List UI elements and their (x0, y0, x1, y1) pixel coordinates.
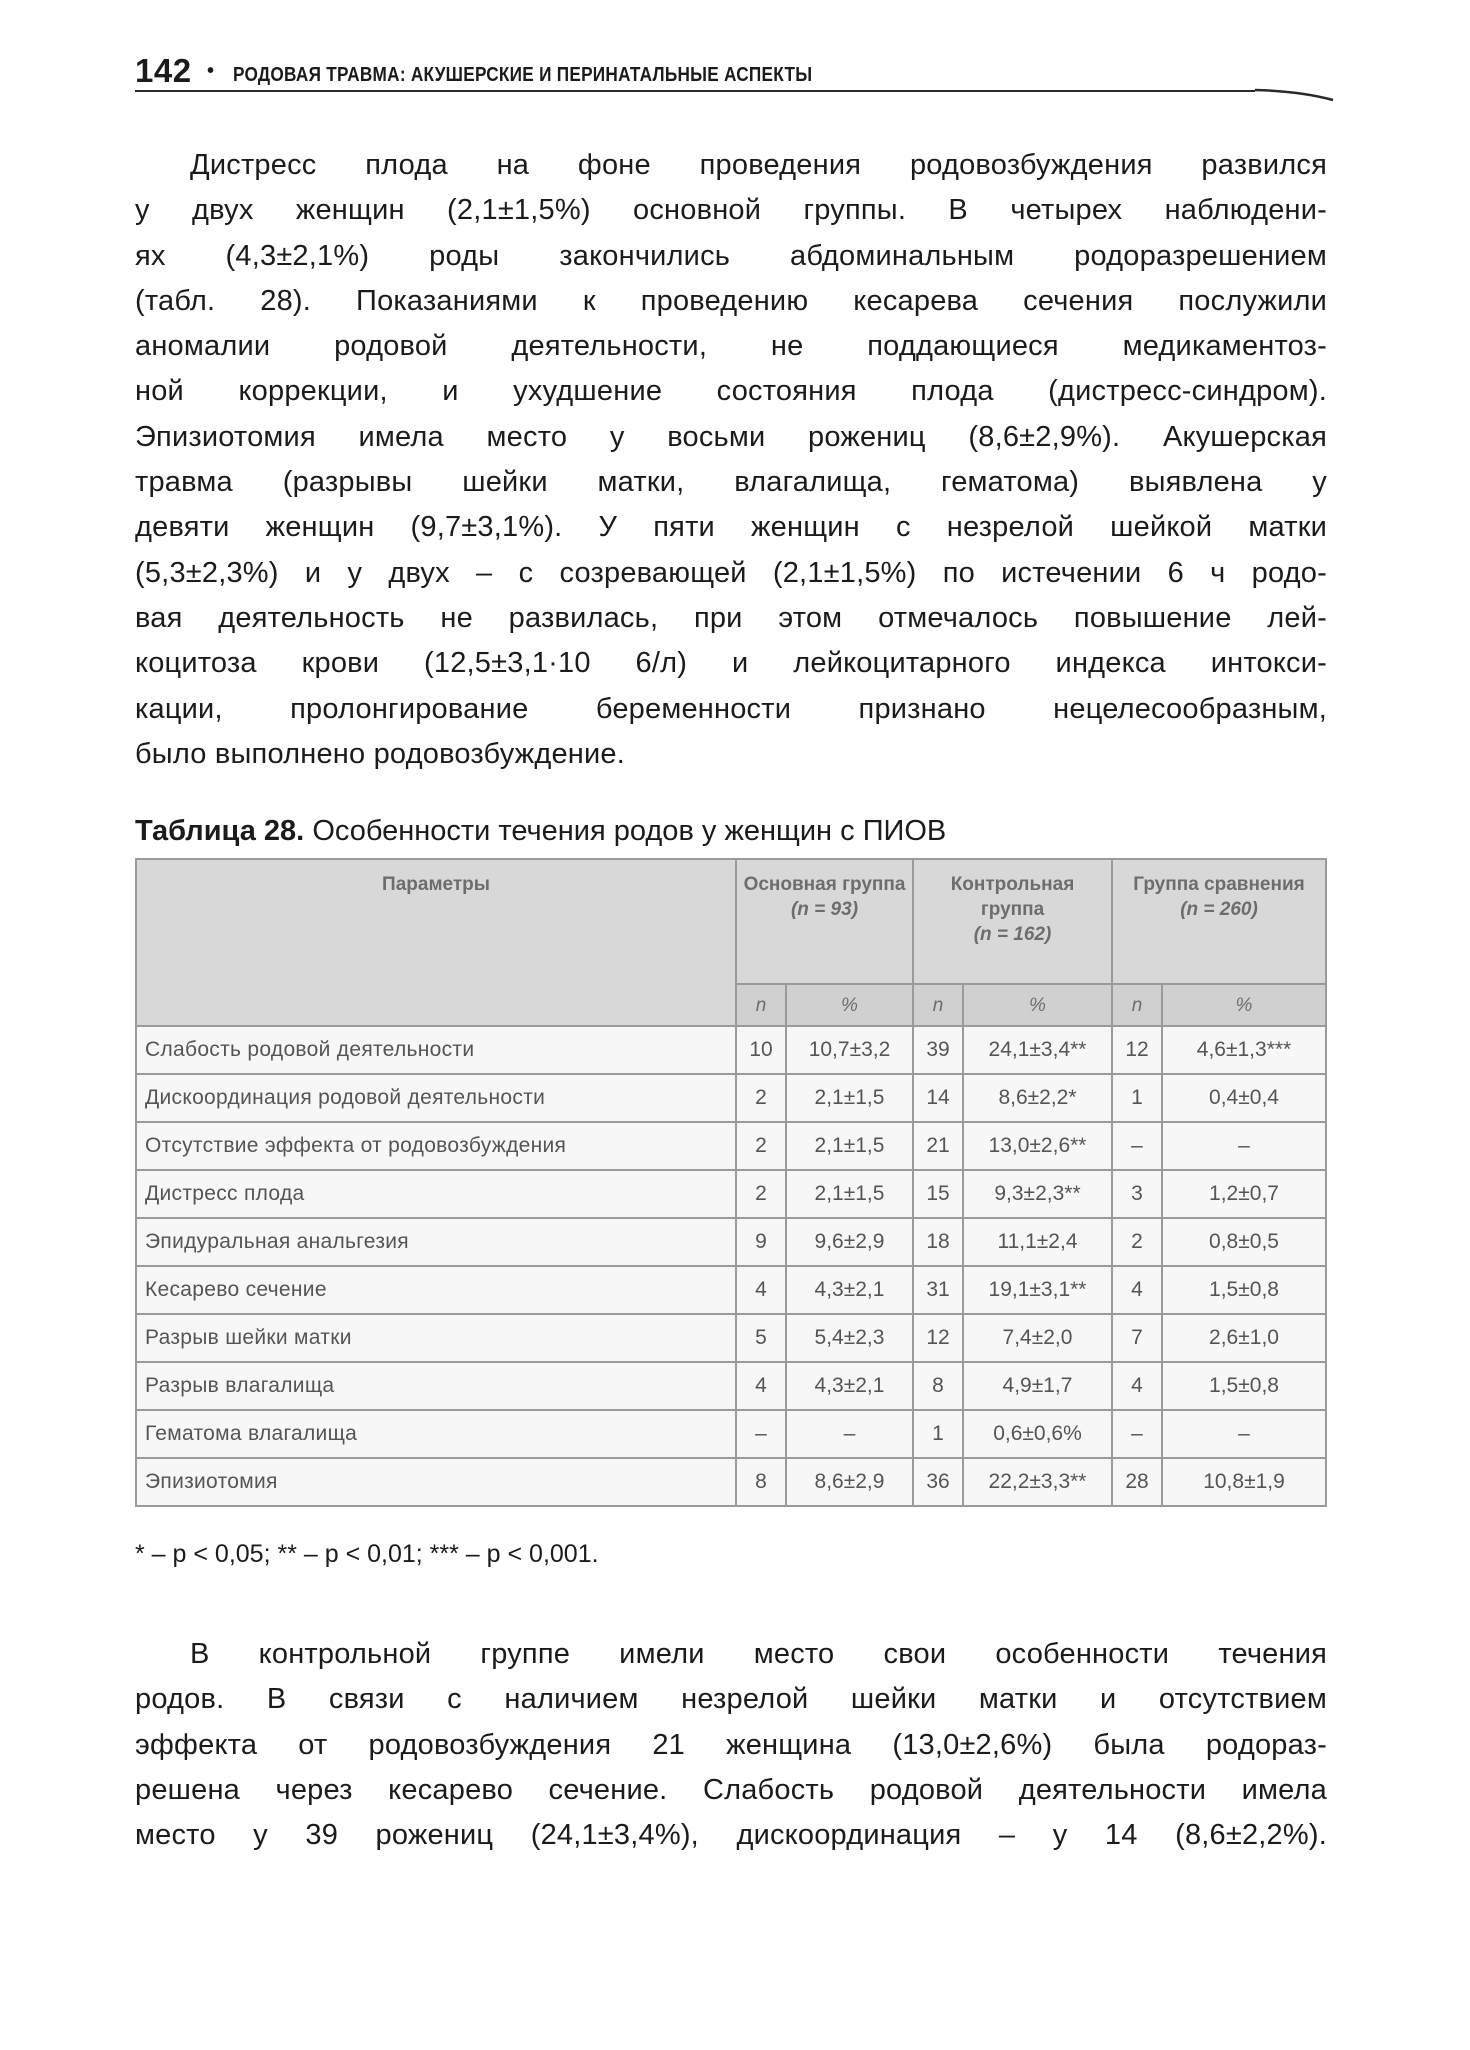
text-line: травма (разрывы шейки матки, влагалища, гематома) выявлена у (135, 466, 1327, 499)
row-parameter: Гематома влагалища (136, 1410, 736, 1458)
cell-percent: 5,4±2,3 (786, 1314, 913, 1362)
text-line: кации, пролонгирование беременности признано нецелесообразным, (135, 692, 1327, 725)
header-parameters: Параметры (136, 859, 736, 1026)
table-row (136, 1458, 1326, 1506)
table-footnote: * – p < 0,05; ** – p < 0,01; *** – p < 0,001. (135, 1540, 599, 1568)
cell-n: 2 (1112, 1218, 1162, 1266)
table-row (136, 1362, 1326, 1410)
subheader-percent: % (1162, 984, 1326, 1026)
cell-percent: 0,6±0,6% (963, 1410, 1112, 1458)
cell-percent: 2,1±1,5 (786, 1170, 913, 1218)
cell-percent: 10,7±3,2 (786, 1026, 913, 1074)
row-parameter: Дискоординация родовой деятельности (136, 1074, 736, 1122)
text-line: аномалии родовой деятельности, не поддающиеся медикаментоз- (135, 330, 1327, 363)
cell-n: 4 (1112, 1362, 1162, 1410)
cell-percent: 9,6±2,9 (786, 1218, 913, 1266)
cell-n: 7 (1112, 1314, 1162, 1362)
cell-n: 4 (736, 1362, 786, 1410)
cell-n: 2 (736, 1074, 786, 1122)
text-line: ной коррекции, и ухудшение состояния плода (дистресс-синдром). (135, 375, 1327, 408)
cell-n: 12 (913, 1314, 963, 1362)
cell-percent: 8,6±2,2* (963, 1074, 1112, 1122)
cell-percent: 0,4±0,4 (1162, 1074, 1326, 1122)
group-n: (n = 93) (790, 899, 859, 920)
table-row (136, 1218, 1326, 1266)
cell-n: 14 (913, 1074, 963, 1122)
cell-n: 2 (736, 1170, 786, 1218)
header-comparison-group (1112, 859, 1326, 984)
cell-percent: 4,3±2,1 (786, 1266, 913, 1314)
subheader-n: n (736, 984, 786, 1026)
table-row (136, 1026, 1326, 1074)
group-name: Контрольная группа (950, 874, 1075, 920)
text-line: вая деятельность не развилась, при этом отмечалось повышение лей- (135, 601, 1327, 634)
header-swoosh (1255, 84, 1335, 102)
cell-n: 9 (736, 1218, 786, 1266)
cell-percent: 8,6±2,9 (786, 1458, 913, 1506)
cell-percent: 24,1±3,4** (963, 1026, 1112, 1074)
cell-n: 10 (736, 1026, 786, 1074)
cell-n: – (1112, 1122, 1162, 1170)
table-row (136, 1266, 1326, 1314)
cell-percent: 7,4±2,0 (963, 1314, 1112, 1362)
text-line: Эпизиотомия имела место у восьми рожениц (8,6±2,9%). Акушерская (135, 420, 1327, 453)
cell-percent: 2,6±1,0 (1162, 1314, 1326, 1362)
running-title: РОДОВАЯ ТРАВМА: АКУШЕРСКИЕ И ПЕРИНАТАЛЬНЫЕ АСПЕКТЫ (233, 64, 813, 86)
cell-n: 36 (913, 1458, 963, 1506)
row-parameter: Дистресс плода (136, 1170, 736, 1218)
subheader-n: n (1112, 984, 1162, 1026)
body-paragraph-2 (135, 1632, 1327, 1858)
table-row (136, 1314, 1326, 1362)
text-line: родов. В связи с наличием незрелой шейки матки и отсутствием (135, 1683, 1327, 1716)
text-line: девяти женщин (9,7±3,1%). У пяти женщин с незрелой шейкой матки (135, 511, 1327, 544)
row-parameter: Отсутствие эффекта от родовозбуждения (136, 1122, 736, 1170)
cell-n: 4 (736, 1266, 786, 1314)
table-row (136, 1410, 1326, 1458)
text-line: В контрольной группе имели место свои особенности течения (190, 1638, 1327, 1670)
cell-percent: 0,8±0,5 (1162, 1218, 1326, 1266)
cell-percent: 9,3±2,3** (963, 1170, 1112, 1218)
group-n: (n = 162) (973, 924, 1052, 945)
text-line: у двух женщин (2,1±1,5%) основной группы. В четырех наблюдени- (135, 194, 1327, 227)
cell-n: 15 (913, 1170, 963, 1218)
body-paragraph-1 (135, 143, 1327, 777)
cell-percent: 11,1±2,4 (963, 1218, 1112, 1266)
text-line: Дистресс плода на фоне проведения родовозбуждения развился (190, 149, 1327, 181)
cell-percent: – (1162, 1410, 1326, 1458)
cell-n: 1 (1112, 1074, 1162, 1122)
cell-percent: 4,9±1,7 (963, 1362, 1112, 1410)
cell-percent: 19,1±3,1** (963, 1266, 1112, 1314)
cell-n: 5 (736, 1314, 786, 1362)
group-name: Основная группа (743, 874, 906, 895)
cell-n: 31 (913, 1266, 963, 1314)
cell-percent: – (1162, 1122, 1326, 1170)
header-rule (135, 90, 1255, 92)
text-line: (5,3±2,3%) и у двух – с созревающей (2,1±1,5%) по истечении 6 ч родо- (135, 556, 1327, 589)
text-line: решена через кесарево сечение. Слабость родовой деятельности имела (135, 1773, 1327, 1806)
cell-n: 1 (913, 1410, 963, 1458)
table-caption-text: Особенности течения родов у женщин с ПИОВ (312, 815, 947, 847)
cell-percent: 2,1±1,5 (786, 1122, 913, 1170)
running-header (135, 50, 1330, 100)
text-line: ях (4,3±2,1%) роды закончились абдоминальным родоразрешением (135, 239, 1327, 272)
page-number: 142 (135, 52, 192, 89)
text-line: (табл. 28). Показаниями к проведению кесарева сечения послужили (135, 284, 1327, 317)
header-main-group (736, 859, 913, 984)
header-control-group (913, 859, 1112, 984)
cell-percent: 2,1±1,5 (786, 1074, 913, 1122)
cell-n: 3 (1112, 1170, 1162, 1218)
data-table (135, 858, 1327, 1507)
cell-n: – (736, 1410, 786, 1458)
cell-n: 12 (1112, 1026, 1162, 1074)
cell-n: 39 (913, 1026, 963, 1074)
row-parameter: Слабость родовой деятельности (136, 1026, 736, 1074)
cell-n: 4 (1112, 1266, 1162, 1314)
cell-n: 28 (1112, 1458, 1162, 1506)
table-row (136, 1074, 1326, 1122)
subheader-percent: % (786, 984, 913, 1026)
row-parameter: Эпидуральная анальгезия (136, 1218, 736, 1266)
cell-percent: 1,2±0,7 (1162, 1170, 1326, 1218)
text-line: было выполнено родовозбуждение. (135, 737, 625, 770)
table-caption (135, 815, 946, 848)
cell-percent: 4,6±1,3*** (1162, 1026, 1326, 1074)
row-parameter: Кесарево сечение (136, 1266, 736, 1314)
table-28 (135, 858, 1325, 1507)
cell-percent: 22,2±3,3** (963, 1458, 1112, 1506)
text-line: коцитоза крови (12,5±3,1·10 6/л) и лейкоцитарного индекса интокси- (135, 647, 1327, 680)
subheader-percent: % (963, 984, 1112, 1026)
subheader-n: n (913, 984, 963, 1026)
cell-n: 2 (736, 1122, 786, 1170)
row-parameter: Эпизиотомия (136, 1458, 736, 1506)
table-caption-label: Таблица 28. (135, 815, 305, 847)
cell-percent: – (786, 1410, 913, 1458)
table-row (136, 1122, 1326, 1170)
cell-percent: 1,5±0,8 (1162, 1266, 1326, 1314)
row-parameter: Разрыв шейки матки (136, 1314, 736, 1362)
text-line: место у 39 рожениц (24,1±3,4%), дискоординация – у 14 (8,6±2,2%). (135, 1819, 1327, 1852)
text-line: эффекта от родовозбуждения 21 женщина (13,0±2,6%) была родораз- (135, 1728, 1327, 1761)
cell-percent: 13,0±2,6** (963, 1122, 1112, 1170)
cell-n: 8 (736, 1458, 786, 1506)
cell-percent: 4,3±2,1 (786, 1362, 913, 1410)
group-name: Группа сравнения (1133, 874, 1305, 895)
cell-percent: 10,8±1,9 (1162, 1458, 1326, 1506)
table-row (136, 1170, 1326, 1218)
cell-percent: 1,5±0,8 (1162, 1362, 1326, 1410)
cell-n: 21 (913, 1122, 963, 1170)
cell-n: 8 (913, 1362, 963, 1410)
cell-n: 18 (913, 1218, 963, 1266)
cell-n: – (1112, 1410, 1162, 1458)
row-parameter: Разрыв влагалища (136, 1362, 736, 1410)
group-n: (n = 260) (1180, 899, 1258, 920)
header-bullet: • (207, 60, 215, 82)
